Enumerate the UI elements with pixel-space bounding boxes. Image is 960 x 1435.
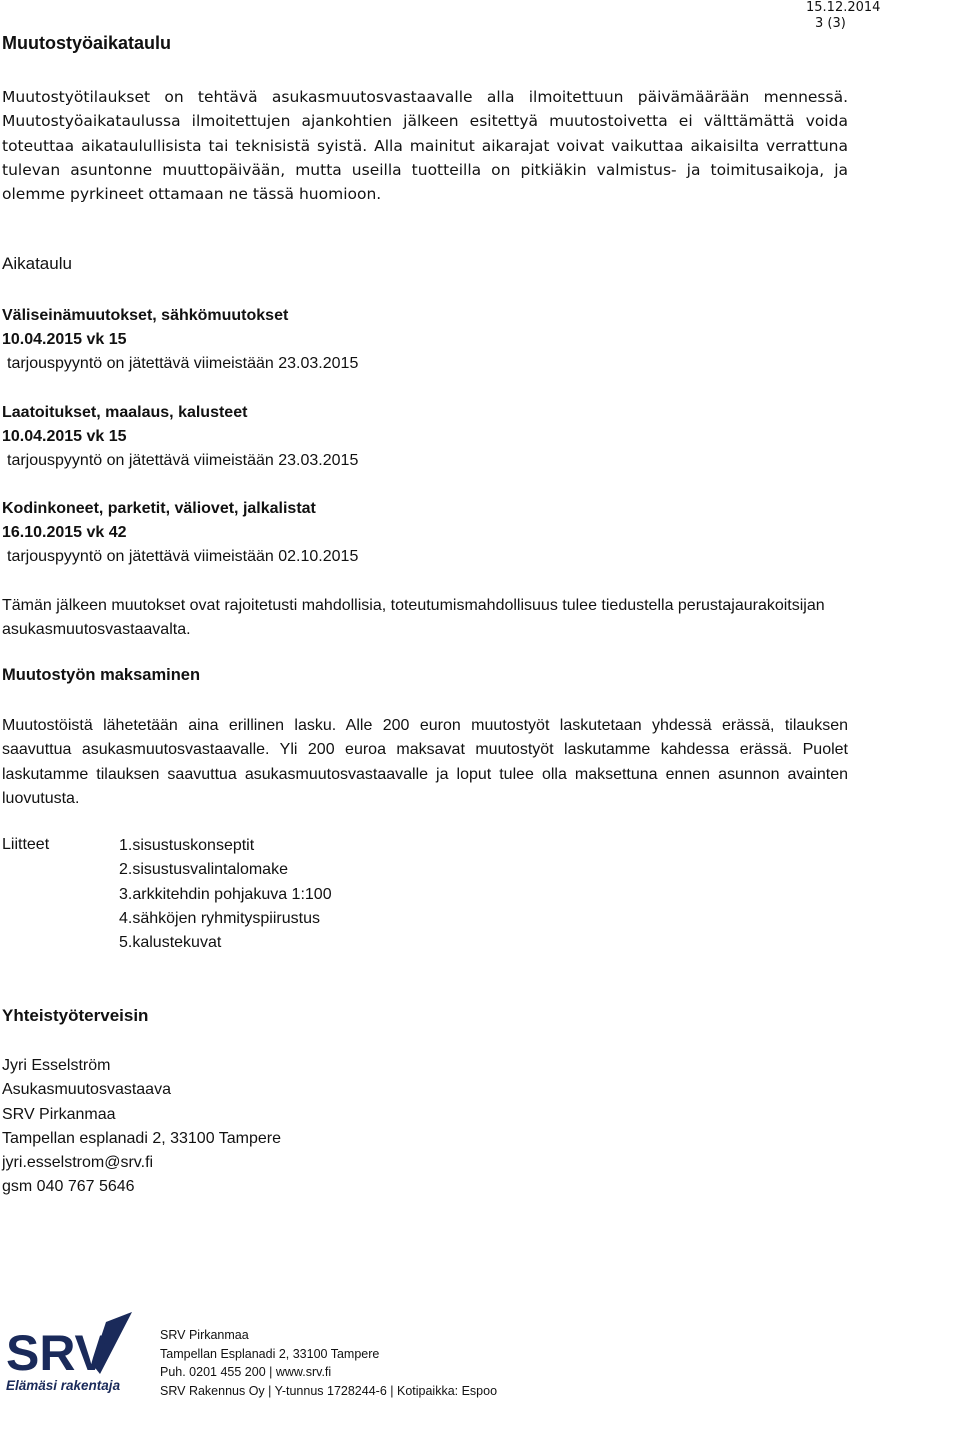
footer-address (160, 1326, 497, 1400)
schedule-item-date: 10.04.2015 vk 15 (2, 331, 127, 348)
intro-paragraph: Muutostyötilaukset on tehtävä asukasmuutosvastaavalle alla ilmoitettuun päivämäärään mennessä. Muutostyöaikataulussa ilmoitettujen ajankohtien jälkeen esitettyä muutostoivetta ei välttämättä voida toteuttaa aikataulullisista tai teknisistä syistä. Alla mainitut aikarajat voivat vaikuttaa aikaisilta verrattuna tulevan asuntonne muuttopäivään, mutta useilla tuotteilla on pitkiäkin valmistus- ja toimitusaikoja, ja olemme pyrkineet ottamaan ne tässä huomioon. (2, 88, 848, 204)
footer-company: SRV Pirkanmaa (160, 1328, 249, 1342)
schedule-heading: Aikataulu (2, 254, 72, 273)
closing-heading: Yhteistyöterveisin (2, 1006, 149, 1025)
attachment-item: 2.sisustusvalintalomake (119, 861, 288, 879)
schedule-item-title: Laatoitukset, maalaus, kalusteet (2, 404, 248, 421)
attachment-item: 5.kalustekuvat (119, 934, 222, 952)
signature-email: jyri.esselstrom@srv.fi (2, 1154, 154, 1172)
footer-contact: Puh. 0201 455 200 | www.srv.fi (160, 1365, 332, 1380)
signature-role: Asukasmuutosvastaava (2, 1081, 171, 1099)
attachment-item: 3.arkkitehdin pohjakuva 1:100 (119, 885, 332, 903)
schedule-item (2, 304, 802, 376)
footer-legal: SRV Rakennus Oy | Y-tunnus 1728244-6 | Kotipaikka: Espoo (160, 1383, 498, 1398)
schedule-item-date: 10.04.2015 vk 15 (2, 428, 127, 445)
schedule-item-title: Kodinkoneet, parketit, väliovet, jalkalistat (2, 500, 316, 517)
attachments-list (119, 834, 332, 955)
schedule-item-date: 16.10.2015 vk 42 (2, 524, 127, 541)
payment-heading: Muutostyön maksaminen (2, 666, 201, 684)
attachments-label: Liitteet (2, 836, 50, 853)
signature-address: Tampellan esplanadi 2, 33100 Tampere (2, 1129, 282, 1147)
schedule-note: Tämän jälkeen muutokset ovat rajoitetusti mahdollisia, toteutumismahdollisuus tulee tiedustella perustajaurakoitsijan asukasmuutosvastaavalta. (2, 597, 825, 638)
schedule-item-title: Väliseinämuutokset, sähkömuutokset (2, 307, 289, 324)
document-title: Muutostyöaikataulu (2, 33, 172, 53)
logo-wordmark: SRV (6, 1325, 108, 1381)
signature-block (2, 1054, 281, 1200)
page-number: 3 (3) (815, 16, 846, 31)
schedule-item-deadline: tarjouspyyntö on jätettävä viimeistään 23.03.2015 (7, 355, 359, 372)
signature-name: Jyri Esselström (2, 1057, 111, 1074)
attachment-item: 1.sisustuskonseptit (119, 837, 255, 854)
logo-tagline: Elämäsi rakentaja (6, 1378, 121, 1393)
signature-company: SRV Pirkanmaa (2, 1105, 116, 1123)
schedule-item-deadline: tarjouspyyntö on jätettävä viimeistään 23.03.2015 (7, 452, 359, 469)
payment-paragraph: Muutostöistä lähetetään aina erillinen lasku. Alle 200 euron muutostyöt laskutetaan yhdessä erässä, tilauksen saavuttua asukasmuutosvastaavalle. Yli 200 euroa maksavat muutostyöt laskutamme kahdessa erässä. Puolet laskutamme tilauksen saavuttua asukasmuutosvastaavalle ja loput tulee olla maksettuna ennen asunnon avainten luovutusta. (2, 717, 848, 807)
schedule-item-deadline: tarjouspyyntö on jätettävä viimeistään 02.10.2015 (7, 548, 359, 565)
schedule-item (2, 497, 802, 569)
document-date: 15.12.2014 (806, 0, 881, 15)
footer-street: Tampellan Esplanadi 2, 33100 Tampere (160, 1346, 380, 1361)
schedule-item (2, 401, 802, 473)
signature-phone: gsm 040 767 5646 (2, 1178, 135, 1196)
attachment-item: 4.sähköjen ryhmityspiirustus (119, 909, 320, 927)
